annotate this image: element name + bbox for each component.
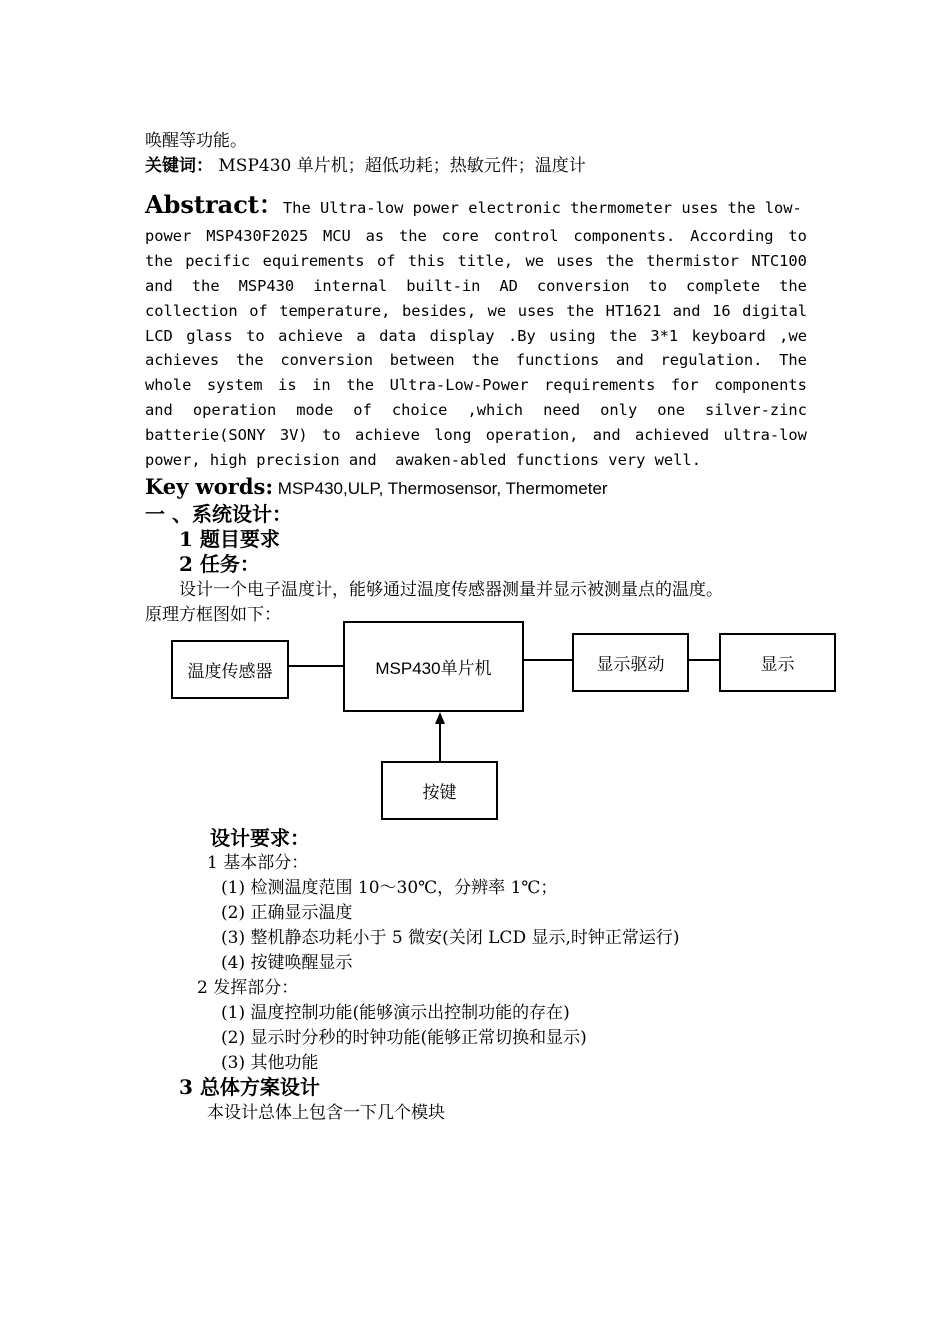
- sub2-title: 2 任务：: [179, 552, 260, 576]
- keywords-en: [145, 474, 608, 499]
- sensor-mcu-connector: [289, 665, 344, 667]
- sub1-title: 1 题目要求: [179, 527, 280, 551]
- extra-item: (1) 温度控制功能(能够演示出控制功能的存在): [221, 1003, 570, 1023]
- basic-item: (1) 检测温度范围 10～30℃，分辨率 1℃；: [221, 878, 558, 898]
- abstract-label: Abstract：: [145, 190, 283, 219]
- abstract-line: power MSP430F2025 MCU as the core control components. According to: [145, 227, 807, 245]
- basic-title: 1 基本部分：: [207, 853, 309, 873]
- mcu-driver-connector: [524, 659, 574, 661]
- keys-mcu-connector: [439, 722, 441, 763]
- design-req-title: 设计要求：: [210, 826, 310, 850]
- extra-item: (2) 显示时分秒的时钟功能(能够正常切换和显示): [221, 1028, 587, 1048]
- basic-item: (3) 整机静态功耗小于 5 微安(关闭 LCD 显示,时钟正常运行): [221, 928, 680, 948]
- abstract-line: achieves the conversion between the functions and regulation. The: [145, 351, 807, 370]
- abstract-line: and operation mode of choice ,which need only one silver-zinc: [145, 401, 807, 420]
- overall-text: 本设计总体上包含一下几个模块: [207, 1103, 445, 1123]
- task-text: 设计一个电子温度计，能够通过温度传感器测量并显示被测量点的温度。: [179, 580, 723, 600]
- abstract-body: [145, 224, 807, 473]
- section1-title: 一 、系统设计：: [145, 502, 292, 526]
- sub3-title: 3 总体方案设计: [179, 1075, 320, 1099]
- keywords-cn: [145, 151, 586, 176]
- basic-item: (2) 正确显示温度: [221, 903, 353, 923]
- basic-item: (4) 按键唤醒显示: [221, 953, 353, 973]
- abstract-line: whole system is in the Ultra-Low-Power requirements for components: [145, 376, 807, 395]
- keywords-cn-text: MSP430 单片机；超低功耗；热敏元件；温度计: [213, 156, 586, 176]
- keys-block: 按键: [381, 761, 498, 820]
- extra-item: (3) 其他功能: [221, 1053, 319, 1073]
- driver-display-connector: [689, 659, 721, 661]
- intro-tail: 唤醒等功能。: [145, 131, 247, 151]
- keywords-en-label: Key words:: [145, 474, 274, 499]
- arrow-up-icon: [435, 712, 445, 724]
- extra-title: 2 发挥部分：: [197, 978, 299, 998]
- abstract-line: batterie(SONY 3V) to achieve long operation, and achieved ultra-low: [145, 426, 807, 445]
- keywords-en-text: MSP430,ULP, Thermosensor, Thermometer: [273, 479, 608, 498]
- sensor-block: 温度传感器: [171, 640, 289, 699]
- abstract-line: power, high precision and awaken-abled functions very well.: [145, 451, 701, 470]
- abstract-first-line: The Ultra-low power electronic thermometer uses the low-: [282, 199, 802, 217]
- abstract-line: LCD glass to achieve a data display .By using the 3*1 keyboard ,we: [145, 326, 807, 345]
- abstract-heading-line: [145, 185, 802, 220]
- diagram-intro: 原理方框图如下：: [145, 605, 281, 625]
- mcu-block: MSP430单片机: [343, 621, 524, 712]
- abstract-line: the pecific equirements of this title, we uses the thermistor NTC100: [145, 251, 807, 270]
- keywords-cn-label: 关键词：: [145, 156, 213, 176]
- display-block: 显示: [719, 633, 836, 692]
- abstract-line: and the MSP430 internal built-in AD conversion to complete the: [145, 276, 807, 295]
- abstract-line: collection of temperature, besides, we uses the HT1621 and 16 digital: [145, 301, 807, 320]
- driver-block: 显示驱动: [572, 633, 689, 692]
